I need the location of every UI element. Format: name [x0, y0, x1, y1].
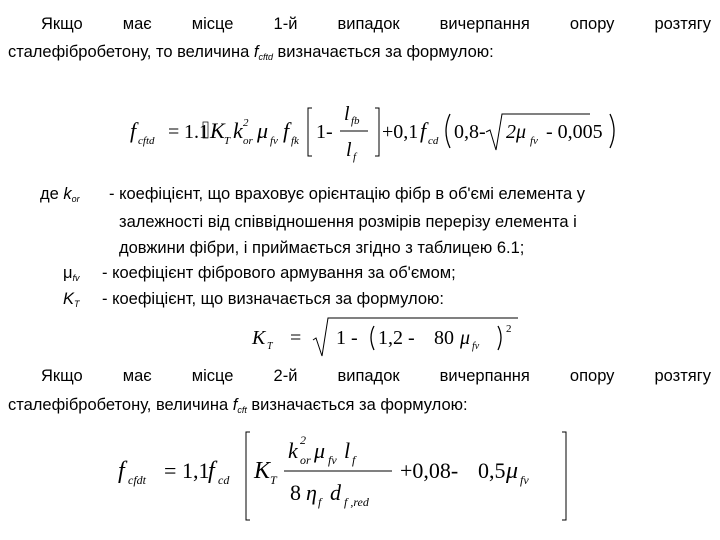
symbol-f-cftd: f	[253, 43, 259, 61]
def-mu-subscript: fv	[72, 273, 80, 283]
def-kor-text-3-content: довжини фібри, і приймається згідно з таблицею 6.1;	[119, 239, 525, 257]
def-where: де	[40, 185, 64, 203]
f1-fcd-sub: cd	[428, 135, 439, 147]
paragraph-2-line-2	[8, 395, 468, 420]
f1-k: k	[233, 118, 243, 143]
f3-num-k-sub: or	[300, 453, 311, 467]
paragraph-1-line-2	[8, 42, 494, 67]
paragraph-1-text-after: визначається за формулою:	[272, 43, 494, 61]
f3-fcd: f	[208, 458, 215, 484]
f3-coef-11: 1,1	[182, 458, 210, 483]
f3-f-sub: cfdt	[128, 473, 146, 487]
formula-kt-svg	[250, 310, 530, 360]
f1-bracket-right	[375, 108, 379, 156]
f2-paren-left	[371, 326, 374, 350]
f1-k-sub: or	[243, 135, 253, 147]
f2-paren-right	[498, 326, 501, 350]
f2-one-minus: 1 -	[336, 327, 358, 349]
formula-fcftd-svg	[120, 86, 640, 176]
f1-mu-sub: fv	[270, 135, 278, 147]
f2-coef-80: 80	[434, 327, 454, 349]
f3-f: f	[118, 458, 125, 484]
f1-f-sub: cftd	[138, 135, 155, 147]
paragraph-1-line-1-text: Якщо має місце 1-й випадок вичерпання опору розтягу	[41, 15, 711, 33]
f3-K-sub: T	[270, 473, 277, 487]
f1-paren-left	[446, 114, 450, 148]
f3-K: K	[254, 458, 271, 484]
def-mu-symbol	[63, 263, 80, 288]
f1-coef-1-1: 1.1	[184, 121, 209, 143]
def-mu-text	[102, 263, 456, 283]
f3-bracket-right	[562, 432, 566, 520]
f3-coef-05: 0,5	[478, 458, 506, 483]
f1-one-minus: 1-	[316, 121, 333, 143]
f3-fcd-sub: cd	[218, 473, 230, 487]
formula-kt	[250, 310, 530, 365]
f1-k-sup: 2	[243, 117, 249, 129]
def-kor-text-3	[119, 238, 524, 258]
f3-den-d: d	[330, 480, 341, 505]
def-kor-text-1-content: - коефіцієнт, що враховує орієнтацію фібр в об'ємі елемента у	[109, 185, 586, 203]
symbol-f-cft: f	[232, 396, 238, 414]
f1-two-mu: 2μ	[506, 121, 527, 143]
def-kt-text-content: - коефіцієнт, що визначається за формулою:	[102, 290, 444, 308]
def-kt-symbol	[63, 289, 80, 314]
f1-fcd: f	[420, 118, 427, 143]
f3-den-eta-sub: f	[318, 495, 322, 509]
f2-K: K	[252, 327, 266, 349]
f3-equals: =	[164, 458, 177, 483]
f2-mu: μ	[460, 327, 471, 349]
def-mu-text-content: - коефіцієнт фібрового армування за об'ємом;	[102, 264, 456, 282]
f3-num-k-sup: 2	[300, 433, 306, 447]
def-kor-text-2	[119, 212, 577, 232]
f1-num-l: l	[344, 103, 350, 125]
f1-f: f	[130, 118, 137, 143]
f1-K: K	[210, 118, 225, 143]
formula-fcfdt-svg	[112, 420, 582, 532]
f1-coef-08: 0,8-	[454, 121, 486, 143]
def-kor-subscript: or	[71, 194, 80, 204]
paragraph-2-line-1-text: Якщо має місце 2-й випадок вичерпання опору розтягу	[41, 367, 711, 385]
f3-mu: μ	[506, 458, 519, 484]
def-kor-text-1	[109, 184, 585, 204]
def-kt-subscript: T	[74, 299, 80, 309]
f3-den-8: 8	[290, 480, 301, 505]
f1-ffk: f	[283, 118, 290, 143]
def-kt-symbol-text: K	[63, 290, 75, 308]
f3-num-mu-sub: fv	[328, 453, 337, 467]
def-kt-text	[102, 289, 444, 309]
f3-den-d-sub: f ,red	[344, 495, 369, 509]
f1-two-mu-sub: fv	[530, 135, 538, 147]
f1-mu: μ	[257, 118, 269, 143]
f2-equals: =	[290, 327, 302, 349]
f1-equals: =	[168, 121, 180, 143]
def-kor-text-2-content: залежності від співвідношення розмірів перерізу елемента і	[119, 213, 577, 231]
paragraph-2-text-after: визначається за формулою:	[246, 396, 468, 414]
f2-K-sub: T	[267, 341, 273, 352]
f3-num-l-sub: f	[352, 453, 356, 467]
f2-square: 2	[506, 323, 512, 335]
f3-mu-sub: fv	[520, 473, 529, 487]
paragraph-2-line-1	[41, 366, 711, 386]
f3-den-eta: η	[306, 480, 317, 505]
paragraph-1-text-before: сталефібробетону, то величина	[8, 43, 254, 61]
paragraph-1-line-1	[41, 14, 711, 34]
def-kor-line-1	[40, 184, 80, 209]
f2-coef-12: 1,2 -	[378, 327, 415, 349]
f1-plus-01: +0,1	[382, 121, 419, 143]
symbol-f-cftd-subscript: cftd	[258, 52, 273, 62]
def-kor-symbol: k	[63, 185, 72, 203]
f1-ffk-sub: fk	[291, 135, 299, 147]
f1-den-l: l	[346, 139, 352, 161]
f1-den-l-sub: f	[353, 151, 357, 163]
f1-bracket-left	[308, 108, 312, 156]
f3-plus-008: +0,08-	[400, 458, 459, 483]
formula-fcfdt	[112, 420, 582, 537]
f1-K-sub: T	[224, 135, 231, 147]
f3-num-k: k	[288, 438, 298, 463]
def-mu-symbol-text: μ	[63, 264, 73, 282]
symbol-f-cft-subscript: cft	[237, 405, 247, 415]
f2-mu-sub: fv	[472, 341, 480, 352]
paragraph-2-text-before: сталефібробетону, величина	[8, 396, 233, 414]
f3-num-mu: μ	[314, 438, 326, 463]
f1-minus-0005: - 0,005	[546, 121, 603, 143]
f1-num-l-sub: fb	[351, 115, 360, 127]
formula-fcftd	[120, 86, 640, 181]
f1-paren-right	[610, 114, 614, 148]
f3-num-l: l	[344, 438, 351, 463]
f3-bracket-left	[246, 432, 250, 520]
